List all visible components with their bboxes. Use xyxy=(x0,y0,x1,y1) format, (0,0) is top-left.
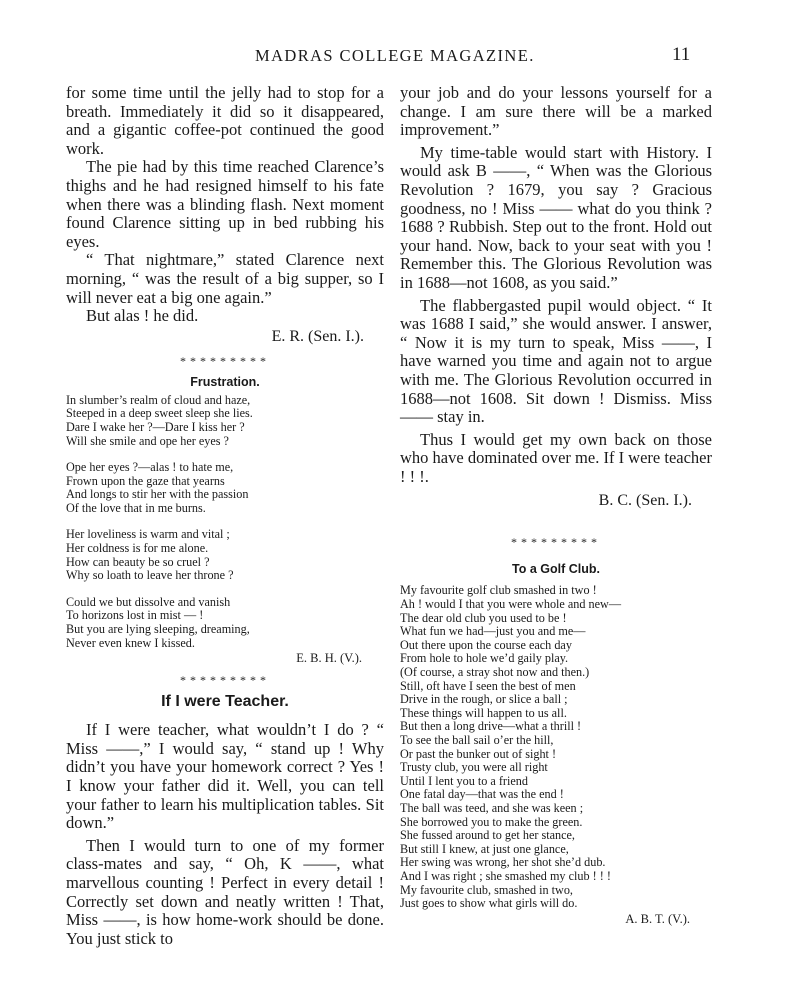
stanza xyxy=(66,461,384,515)
page-number: 11 xyxy=(672,44,691,65)
poem-title-frustration: Frustration. xyxy=(190,374,260,389)
poem-golf-club xyxy=(400,584,712,910)
verse-line: Trusty club, you were all right xyxy=(400,760,548,775)
essay-continuation xyxy=(400,84,712,486)
poem-signature: E. B. H. (V.). xyxy=(296,651,362,666)
story-paragraph: But alas ! he did. xyxy=(86,306,199,326)
story-paragraph: for some time until the jelly had to stop for a breath. Immediately it did so it disappeared, and a gigantic coffee-pot continued the good work. xyxy=(66,83,384,158)
poem-frustration xyxy=(66,394,384,651)
essay-body xyxy=(66,721,384,948)
left-column xyxy=(66,84,384,948)
verse-line: To see the ball sail o’er the hill, xyxy=(400,733,554,747)
section-divider: ********* xyxy=(511,535,601,550)
verse-line: Frown upon the gaze that yearns xyxy=(66,473,225,488)
essay-signature: B. C. (Sen. I.). xyxy=(598,492,692,510)
verse-line: Ope her eyes ?—alas ! to hate me, xyxy=(66,460,234,475)
verse-line: Her coldness is for me alone. xyxy=(66,541,209,556)
verse-line: Dare I wake her ?—Dare I kiss her ? xyxy=(66,419,245,434)
verse-line: But then a long drive—what a thrill ! xyxy=(400,719,582,734)
essay-paragraph: Then I would turn to one of my former class-mates and say, “ Oh, K ——, what marvellous counting ! Perfect in every detail ! Correctly set down and neatly written ! That, Miss ——, is how home-work should be done. You just stick to xyxy=(66,835,384,948)
essay-title: If I were Teacher. xyxy=(161,693,289,711)
verse-line: Steeped in a deep sweet sleep she lies. xyxy=(66,406,253,421)
verse-line: She fussed around to get her stance, xyxy=(400,828,575,843)
verse-line: My favourite golf club smashed in two ! xyxy=(400,583,597,598)
verse-line: How can beauty be so cruel ? xyxy=(66,554,210,569)
story-signature: E. R. (Sen. I.). xyxy=(271,327,364,345)
verse-line: To horizons lost in mist — ! xyxy=(66,608,204,623)
right-column xyxy=(400,84,712,927)
verse-line: Never even knew I kissed. xyxy=(66,635,195,650)
verse-line: And longs to stir her with the passion xyxy=(66,487,249,502)
verse-line: Her loveliness is warm and vital ; xyxy=(66,527,230,542)
verse-line: Out there upon the course each day xyxy=(400,637,572,652)
verse-line: Until I lent you to a friend xyxy=(400,773,528,788)
verse-line: Ah ! would I that you were whole and new— xyxy=(400,597,622,612)
verse-line: What fun we had—just you and me— xyxy=(400,624,586,639)
verse-line: Will she smile and ope her eyes ? xyxy=(66,433,229,448)
verse-line: (Of course, a stray shot now and then.) xyxy=(400,665,590,680)
verse-line: Or past the bunker out of sight ! xyxy=(400,746,557,761)
verse-line: In slumber’s realm of cloud and haze, xyxy=(66,392,251,407)
stanza xyxy=(66,596,384,650)
poem-signature: A. B. T. (V.). xyxy=(625,911,690,926)
section-divider: ********* xyxy=(180,353,270,368)
essay-paragraph: Thus I would get my own back on those who have dominated over me. If I were teacher ! ! !. xyxy=(400,429,712,486)
poem-title-golf-club: To a Golf Club. xyxy=(512,562,600,577)
verse-line: Why so loath to leave her throne ? xyxy=(66,568,234,583)
magazine-title: MADRAS COLLEGE MAGAZINE. xyxy=(255,46,535,65)
verse-line: She borrowed you to make the green. xyxy=(400,814,583,829)
verse-line: From hole to hole we’d gaily play. xyxy=(400,651,569,666)
stanza xyxy=(66,528,384,582)
story-paragraph: “ That nightmare,” stated Clarence next morning, “ was the result of a big supper, so I will never eat a big one again.” xyxy=(66,250,384,307)
verse-line: My favourite club, smashed in two, xyxy=(400,882,573,897)
verse-line: The dear old club you used to be ! xyxy=(400,610,567,625)
section-divider: ********* xyxy=(180,673,270,688)
verse-line: And I was right ; she smashed my club ! ! ! xyxy=(400,868,611,883)
essay-paragraph: My time-table would start with History. I would ask B ——, “ When was the Glorious Revolution ? 1679, you say ? Gracious goodness, no ! Miss —— what do you think ? 1688 ? Rubbish. Step out to the front. Hold out your hand. Now, back to your seat with you ! Remember this. The Glorious Revolution was in 1688—not 1608, as you said.” xyxy=(400,142,712,292)
verse-line: But you are lying sleeping, dreaming, xyxy=(66,622,250,637)
verse-line: Could we but dissolve and vanish xyxy=(66,594,231,609)
verse-line: One fatal day—that was the end ! xyxy=(400,787,564,802)
verse-line: Just goes to show what girls will do. xyxy=(400,896,578,911)
verse-line: Her swing was wrong, her shot she’d dub. xyxy=(400,855,606,870)
verse-line: But still I knew, at just one glance, xyxy=(400,841,569,856)
story-ending xyxy=(66,84,384,326)
verse-line: Still, oft have I seen the best of men xyxy=(400,678,576,693)
verse-line: These things will happen to us all. xyxy=(400,705,567,720)
essay-paragraph: The flabbergasted pupil would object. “ It was 1688 I said,” she would answer. I answer, “ Now it is my turn to speak, Miss ——, I have warned you time and again not to argue with me. The Glorious Revolution occurred in 1688—not 1608. Sit down ! Dismiss. Miss —— stay in. xyxy=(400,295,712,427)
essay-paragraph: your job and do your lessons yourself for a change. I am sure there will be a marked improvement.” xyxy=(400,83,712,140)
verse-line: The ball was teed, and she was keen ; xyxy=(400,800,584,815)
verse-line: Drive in the rough, or slice a ball ; xyxy=(400,692,568,707)
stanza xyxy=(66,394,384,448)
essay-paragraph: If I were teacher, what wouldn’t I do ? “ Miss ——,” I would say, “ stand up ! Why didn’t you have your homework correct ? Yes ! I know your father did it. Well, you can tell your father to learn his multiplication tables. Sit down.” xyxy=(66,720,384,833)
story-paragraph: The pie had by this time reached Clarence’s thighs and he had resigned himself to his fate when there was a blinding flash. Next moment found Clarence sitting up in bed rubbing his eyes. xyxy=(66,157,384,251)
verse-line: Of the love that in me burns. xyxy=(66,500,206,515)
